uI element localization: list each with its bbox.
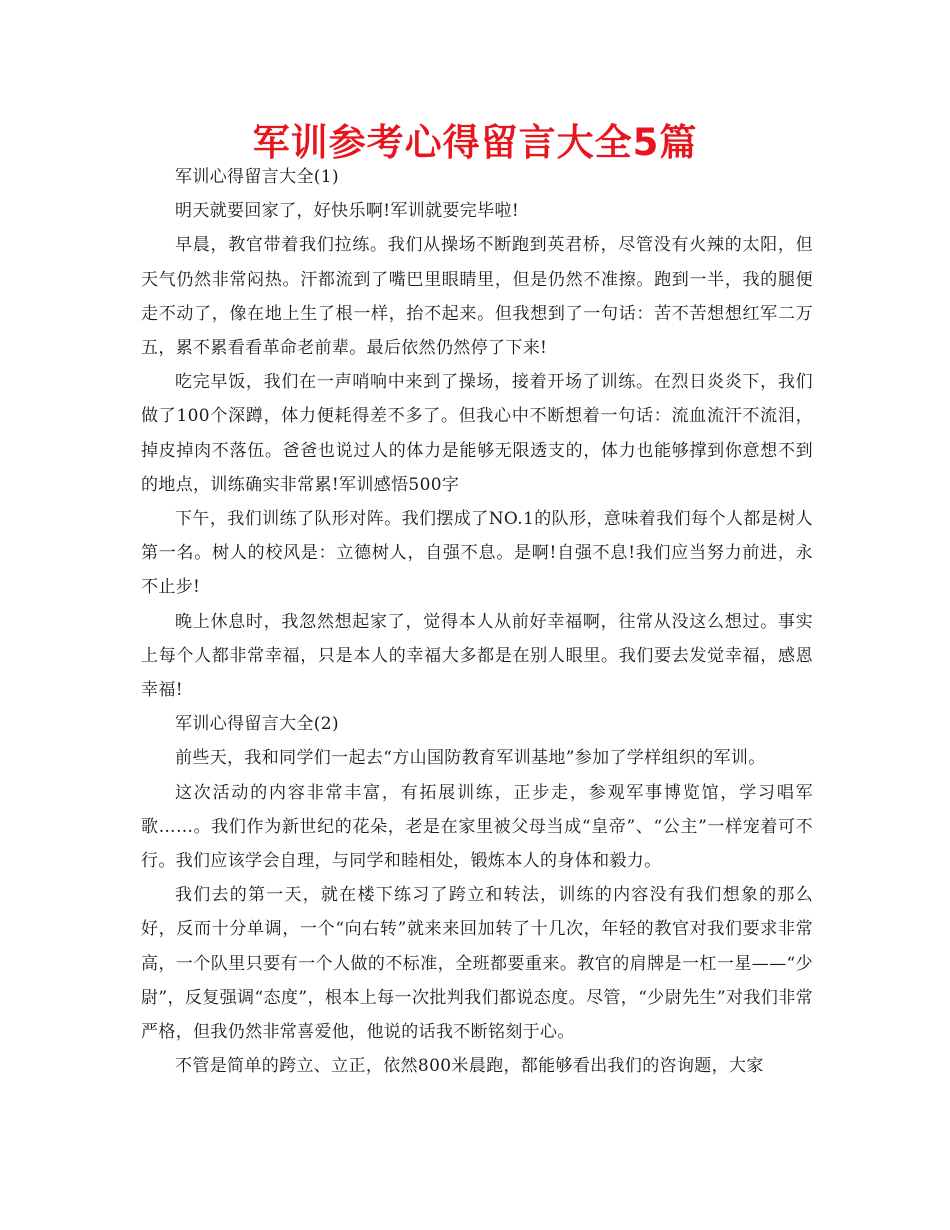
document-body <box>141 160 813 1083</box>
paragraph: 这次活动的内容非常丰富，有拓展训练，正步走，参观军事博览馆，学习唱军歌……。我们作为新世纪的花朵，老是在家里被父母当成“皇帝”、“公主”一样宠着可不行。我们应该学会自理，与同学和睦相处，锻炼本人的身体和毅力。 <box>141 782 813 872</box>
paragraph: 下午，我们训练了队形对阵。我们摆成了NO.1的队形，意味着我们每个人都是树人第一名。树人的校风是：立德树人，自强不息。是啊!自强不息!我们应当努力前进，永不止步! <box>141 509 813 598</box>
section-heading-1: 军训心得留言大全(1) <box>175 167 339 187</box>
paragraph: 明天就要回家了，好快乐啊!军训就要完毕啦! <box>175 201 520 222</box>
paragraph: 吃完早饭，我们在一声哨响中来到了操场，接着开场了训练。在烈日炎炎下，我们做了100个深蹲，体力便耗得差不多了。但我心中不断想着一句话：流血流汗不流泪，掉皮掉肉不落伍。爸爸也说过人的体力是能够无限透支的，体力也能够撑到你意想不到的地点，训练确实非常累!军训感悟500字 <box>141 372 813 495</box>
paragraph: 早晨，教官带着我们拉练。我们从操场不断跑到英君桥，尽管没有火辣的太阳，但天气仍然非常闷热。汗都流到了嘴巴里眼睛里，但是仍然不准擦。跑到一半，我的腿便走不动了，像在地上生了根一样，抬不起来。但我想到了一句话：苦不苦想想红军二万五，累不累看看革命老前辈。最后依然仍然停了下来! <box>141 235 813 359</box>
paragraph: 晚上休息时，我忽然想起家了，觉得本人从前好幸福啊，往常从没这么想过。事实上每个人都非常幸福，只是本人的幸福大多都是在别人眼里。我们要去发觉幸福，感恩幸福! <box>141 611 813 701</box>
document-title: 军训参考心得留言大全5篇 <box>252 121 698 164</box>
paragraph: 我们去的第一天，就在楼下练习了跨立和转法，训练的内容没有我们想象的那么好，反而十分单调，一个“向右转”就来来回加转了十几次，年轻的教官对我们要求非常高，一个队里只要有一个人做的不标准，全班都要重来。教官的肩牌是一杠一星——“少尉”，反复强调“态度”，根本上每一次批判我们都说态度。尽管，“少尉先生”对我们非常严格，但我仍然非常喜爱他，他说的话我不断铭刻于心。 <box>141 885 813 1043</box>
paragraph: 前些天，我和同学们一起去“方山国防教育军训基地”参加了学样组织的军训。 <box>175 748 766 769</box>
paragraph: 不管是简单的跨立、立正，依然800米晨跑，都能够看出我们的咨询题，大家 <box>175 1056 764 1077</box>
section-heading-2: 军训心得留言大全(2) <box>175 714 339 735</box>
